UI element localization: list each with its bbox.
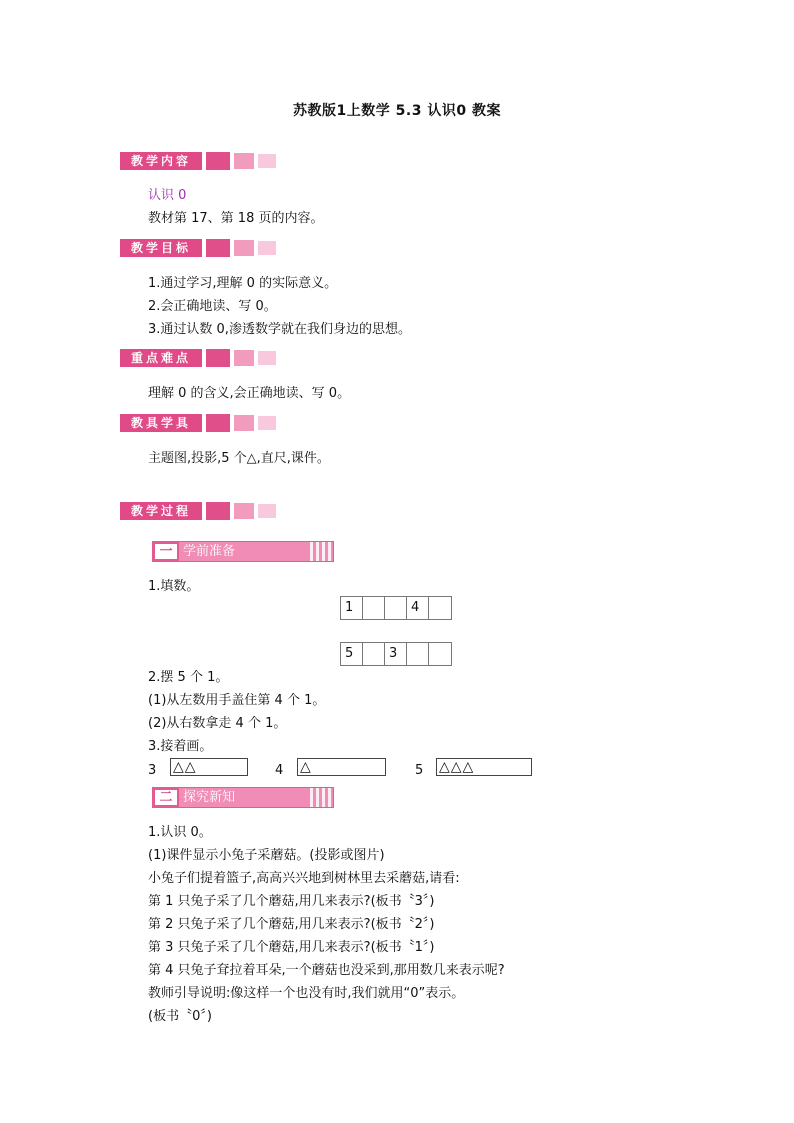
section-header-content — [120, 152, 276, 170]
grid-cell[interactable] — [363, 643, 385, 665]
decor-block — [234, 350, 254, 366]
grid-cell[interactable]: 4 — [407, 597, 429, 619]
tools-line: 主题图,投影,5 个△,直尺,课件。 — [148, 451, 330, 466]
document-title: 苏教版1上数学 5.3 认识0 教案 — [293, 103, 501, 119]
body-line: 第 3 只兔子采了几个蘑菇,用几来表示?(板书〝1〞) — [148, 940, 435, 955]
section-header-tools — [120, 414, 276, 432]
question-line: 3.接着画。 — [148, 739, 213, 754]
grid-cell[interactable] — [385, 597, 407, 619]
decor-block — [258, 154, 276, 168]
stripe-decor — [310, 788, 333, 807]
draw-number: 5 — [415, 763, 424, 778]
section-label: 教具学具 — [120, 414, 202, 432]
decor-block — [258, 351, 276, 365]
question-line: (1)从左数用手盖住第 4 个 1。 — [148, 693, 326, 708]
grid-cell[interactable] — [429, 597, 451, 619]
subsection-banner-2 — [152, 787, 334, 808]
decor-block — [206, 414, 230, 432]
body-line: 第 1 只兔子采了几个蘑菇,用几来表示?(板书〝3〞) — [148, 894, 435, 909]
content-line: 教材第 17、第 18 页的内容。 — [148, 211, 324, 226]
body-line: 1.认识 0。 — [148, 825, 212, 840]
decor-block — [234, 240, 254, 256]
body-line: 教师引导说明:像这样一个也没有时,我们就用“0”表示。 — [148, 986, 465, 1001]
section-label: 教学目标 — [120, 239, 202, 257]
section-label: 教学过程 — [120, 502, 202, 520]
number-grid-1 — [340, 596, 452, 620]
triangle-draw-box[interactable]: △△ — [170, 758, 248, 776]
section-label: 重点难点 — [120, 349, 202, 367]
triangle-draw-box[interactable]: △△△ — [436, 758, 532, 776]
decor-block — [258, 416, 276, 430]
section-header-process — [120, 502, 276, 520]
keypoint-line: 理解 0 的含义,会正确地读、写 0。 — [148, 386, 351, 401]
decor-block — [258, 241, 276, 255]
triangle-draw-box[interactable]: △ — [297, 758, 386, 776]
grid-cell[interactable] — [429, 643, 451, 665]
draw-number: 4 — [275, 763, 284, 778]
goal-line: 2.会正确地读、写 0。 — [148, 299, 277, 314]
question-line: 2.摆 5 个 1。 — [148, 670, 229, 685]
body-line: (板书〝0〞) — [148, 1009, 212, 1024]
decor-block — [234, 415, 254, 431]
body-line: (1)课件显示小兔子采蘑菇。(投影或图片) — [148, 848, 385, 863]
subsection-title: 探究新知 — [183, 790, 236, 805]
decor-block — [258, 504, 276, 518]
subsection-banner-1 — [152, 541, 334, 562]
grid-cell[interactable] — [407, 643, 429, 665]
body-line: 小兔子们提着篮子,高高兴兴地到树林里去采蘑菇,请看: — [148, 871, 460, 886]
body-line: 第 4 只兔子耷拉着耳朵,一个蘑菇也没采到,那用数几来表示呢? — [148, 963, 505, 978]
decor-block — [206, 349, 230, 367]
number-grid-2 — [340, 642, 452, 666]
question-line: 1.填数。 — [148, 579, 200, 594]
grid-cell[interactable]: 1 — [341, 597, 363, 619]
subsection-title: 学前准备 — [183, 544, 236, 559]
subsection-number: 一 — [153, 542, 179, 561]
grid-cell[interactable] — [363, 597, 385, 619]
body-line: 第 2 只兔子采了几个蘑菇,用几来表示?(板书〝2〞) — [148, 917, 435, 932]
content-line: 认识 0 — [148, 188, 187, 203]
grid-cell[interactable]: 3 — [385, 643, 407, 665]
section-header-keypoints — [120, 349, 276, 367]
decor-block — [234, 503, 254, 519]
section-label: 教学内容 — [120, 152, 202, 170]
decor-block — [206, 239, 230, 257]
decor-block — [206, 502, 230, 520]
draw-number: 3 — [148, 763, 157, 778]
stripe-decor — [310, 542, 333, 561]
decor-block — [234, 153, 254, 169]
grid-cell[interactable]: 5 — [341, 643, 363, 665]
decor-block — [206, 152, 230, 170]
subsection-number: 二 — [153, 788, 179, 807]
question-line: (2)从右数拿走 4 个 1。 — [148, 716, 287, 731]
section-header-goals — [120, 239, 276, 257]
goal-line: 1.通过学习,理解 0 的实际意义。 — [148, 276, 338, 291]
goal-line: 3.通过认数 0,渗透数学就在我们身边的思想。 — [148, 322, 411, 337]
